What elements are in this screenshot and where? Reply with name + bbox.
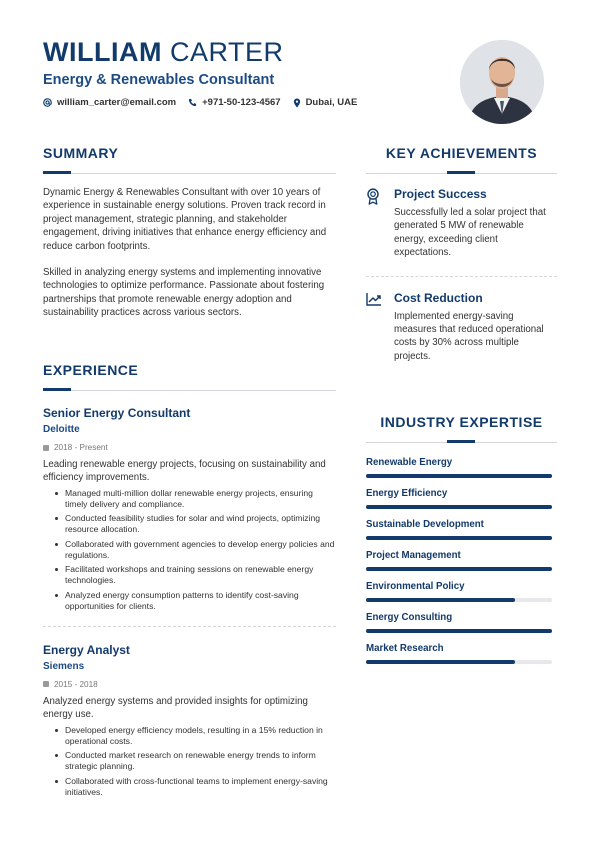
summary-section [43, 145, 336, 320]
expertise-section [366, 414, 557, 674]
skill-item [366, 519, 552, 540]
skill-item [366, 550, 552, 571]
achievement-text: Successfully led a solar project that generated 5 MW of renewable energy, exceeding client expectations. [394, 207, 546, 259]
skill-level-fill [366, 598, 515, 602]
skill-level-bar [366, 598, 552, 602]
job-dates-text: 2015 - 2018 [54, 679, 98, 689]
skill-level-bar [366, 536, 552, 540]
skill-level-fill [366, 567, 552, 571]
achievement-title: Project Success [394, 187, 487, 201]
job-bullets [43, 725, 336, 798]
job-bullet: Conducted feasibility studies for solar and wind projects, optimizing resource allocation. [55, 513, 336, 535]
skill-item [366, 643, 552, 664]
job-company: Deloitte [43, 424, 80, 435]
skill-name: Environmental Policy [366, 581, 465, 592]
candidate-name [43, 36, 443, 68]
contact-email[interactable] [43, 97, 176, 108]
job-company: Siemens [43, 660, 85, 672]
job-description: Leading renewable energy projects, focusing on sustainability and efficiency improvements. [43, 459, 326, 484]
calendar-icon [43, 681, 49, 687]
skill-level-fill [366, 474, 552, 478]
phone-icon [188, 98, 197, 107]
skills-list [366, 457, 552, 664]
skill-name: Renewable Energy [366, 457, 453, 468]
job-bullet: Managed multi-million dollar renewable energy projects, ensuring timely delivery and compliance. [55, 488, 336, 510]
expertise-rule [366, 440, 557, 442]
experience-heading: EXPERIENCE [43, 362, 139, 378]
email-text: william_carter@email.com [57, 97, 177, 108]
contact-phone[interactable] [188, 97, 280, 108]
skill-level-bar [366, 629, 552, 633]
job-separator [43, 626, 336, 627]
skill-level-fill [366, 536, 552, 540]
resume-header [43, 36, 443, 108]
achievement-title: Cost Reduction [394, 290, 483, 305]
skill-level-bar [366, 660, 552, 664]
job-bullets [43, 488, 336, 612]
achievement-separator [366, 276, 557, 277]
skill-level-bar [366, 505, 552, 509]
job-entry [43, 643, 336, 798]
job-description: Analyzed energy systems and provided insights for optimizing energy use. [43, 695, 308, 721]
at-sign-icon [43, 98, 52, 107]
skill-name: Market Research [366, 643, 444, 654]
map-pin-icon [293, 98, 301, 108]
job-dates-text: 2018 - Present [54, 443, 108, 452]
skill-name: Project Management [366, 550, 461, 561]
first-name: WILLIAM [43, 37, 162, 67]
skill-name: Sustainable Development [366, 519, 484, 530]
job-bullet: Collaborated with cross-functional teams to implement energy-saving initiatives. [55, 776, 336, 798]
phone-text: +971-50-123-4567 [202, 97, 281, 108]
skill-item [366, 581, 552, 602]
skill-level-bar [366, 567, 552, 571]
achievement-item [366, 187, 557, 260]
summary-paragraph-1: Dynamic Energy & Renewables Consultant with over 10 years of experience in sustainable energy solutions. Proven track record in project management, strategic planning, and stakeholder engagement, driving initiatives that enhance energy efficiency and reduce carbon footprints. [43, 187, 327, 252]
job-bullet: Conducted market research on renewable energy trends to inform strategic planning. [55, 750, 336, 772]
job-dates [43, 443, 336, 452]
job-bullet: Facilitated workshops and training sessions on renewable energy technologies. [55, 564, 336, 586]
experience-rule [43, 388, 336, 390]
job-bullet: Analyzed energy consumption patterns to identify cost-saving opportunities for clients. [55, 590, 336, 612]
job-title: Energy Analyst [43, 642, 130, 657]
job-title: Senior Energy Consultant [43, 406, 191, 420]
job-dates [43, 680, 336, 689]
achievements-heading: KEY ACHIEVEMENTS [385, 145, 538, 161]
achievements-rule [366, 171, 557, 173]
achievement-text: Implemented energy-saving measures that reduced operational costs by 30% across multiple projects. [394, 310, 544, 362]
skill-item [366, 488, 552, 509]
skill-level-fill [366, 660, 515, 664]
location-text: Dubai, UAE [305, 97, 358, 108]
last-name: CARTER [169, 37, 284, 67]
skill-item [366, 612, 552, 633]
headline: Energy & Renewables Consultant [43, 72, 275, 88]
calendar-icon [43, 445, 49, 451]
profile-photo [460, 40, 544, 124]
summary-heading: SUMMARY [43, 145, 119, 161]
skill-level-fill [366, 505, 552, 509]
contact-location [293, 97, 358, 108]
skill-level-bar [366, 474, 552, 478]
summary-paragraph-2: Skilled in analyzing energy systems and implementing innovative technologies to optimize performance. Passionate about fostering partnerships that promote renewable energy adoption and sustainability practices across various sectors. [43, 267, 325, 319]
job-bullet: Collaborated with government agencies to develop energy policies and regulations. [55, 539, 336, 561]
job-entry [43, 406, 336, 612]
skill-name: Energy Consulting [366, 612, 453, 623]
contact-info [43, 97, 443, 108]
experience-section [43, 362, 336, 801]
achievement-item [366, 291, 557, 364]
trend-up-icon [366, 291, 394, 364]
expertise-heading: INDUSTRY EXPERTISE [380, 414, 543, 430]
achievements-section [366, 145, 557, 363]
skill-item [366, 457, 552, 478]
skill-name: Energy Efficiency [366, 488, 448, 499]
summary-rule [43, 171, 336, 173]
award-ribbon-icon [366, 187, 394, 260]
job-bullet: Developed energy efficiency models, resulting in a 15% reduction in operational costs. [55, 725, 336, 747]
skill-level-fill [366, 629, 552, 633]
